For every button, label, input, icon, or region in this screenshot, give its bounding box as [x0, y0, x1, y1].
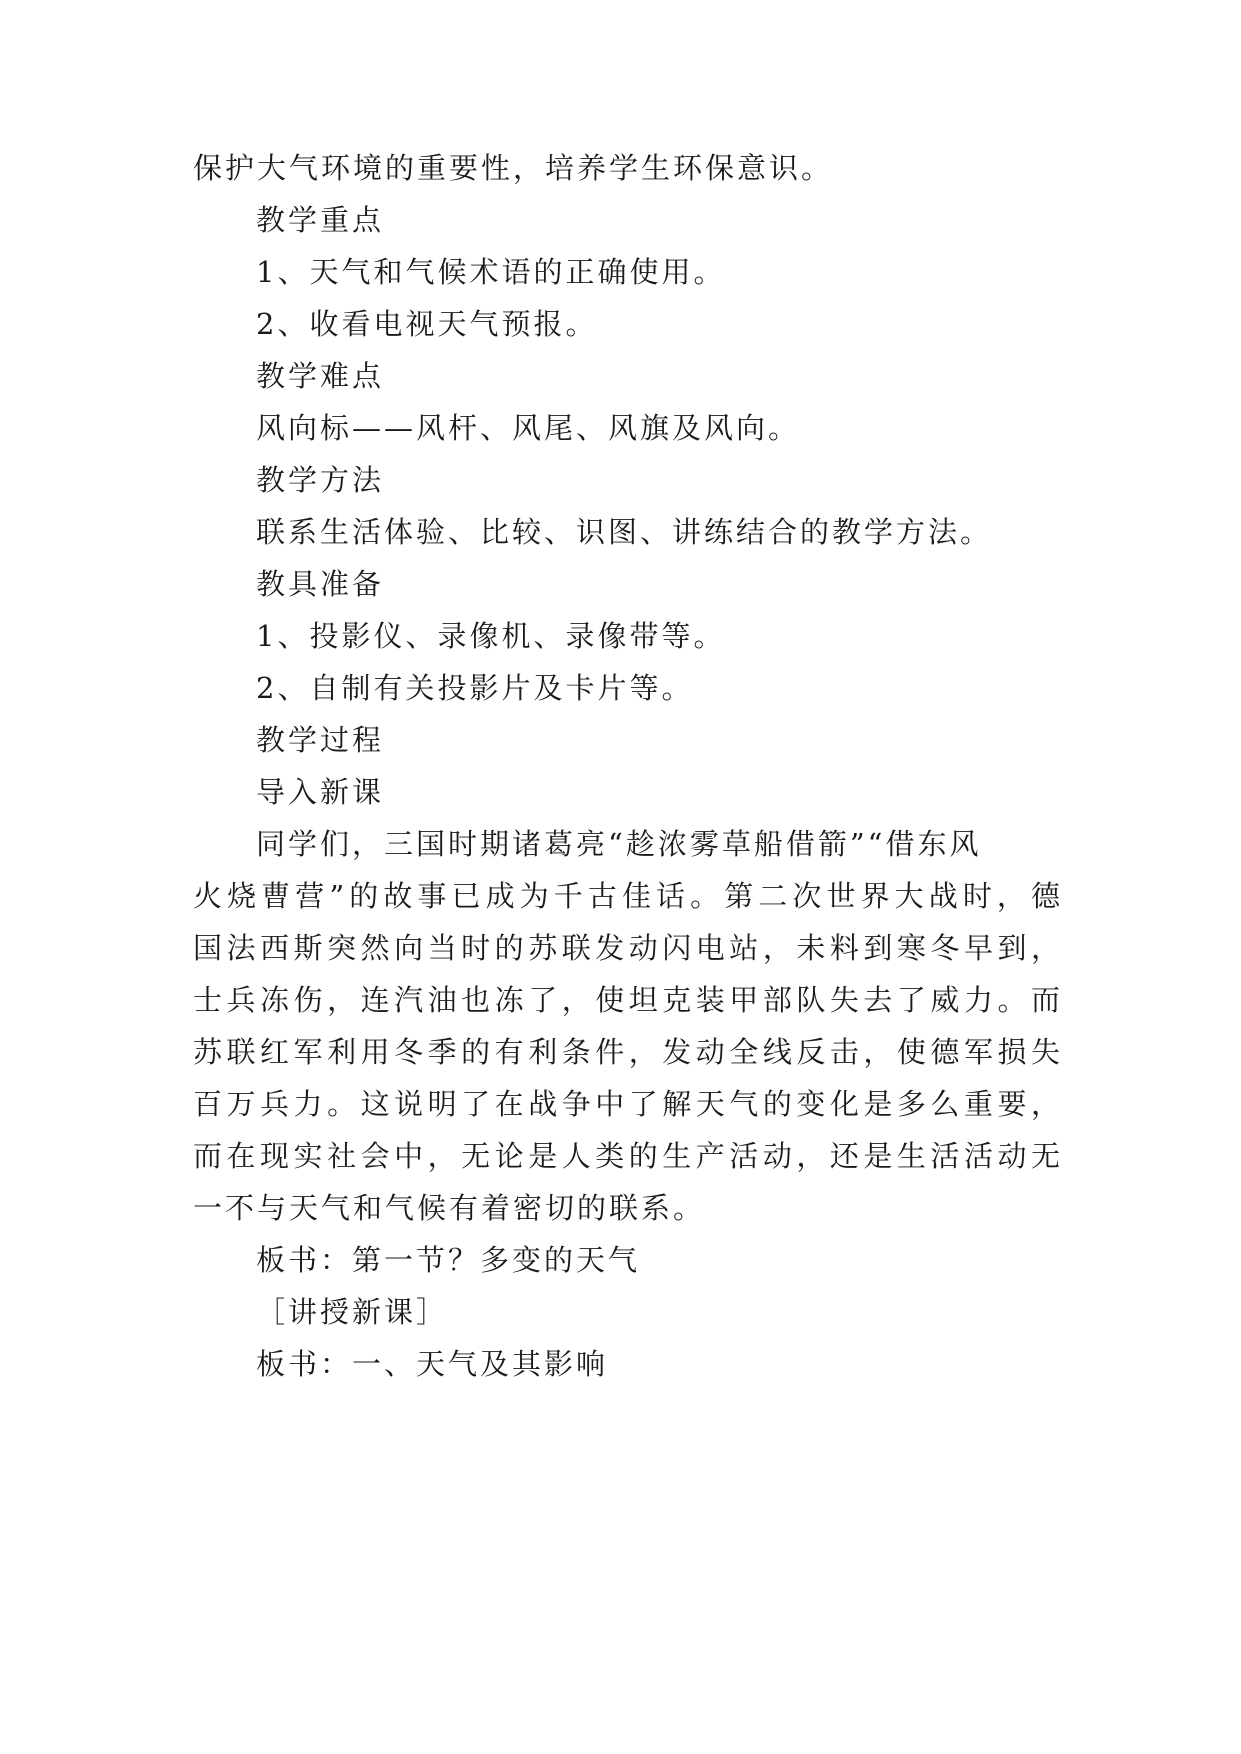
paragraph-line: 士兵冻伤，连汽油也冻了，使坦克装甲部队失去了威力。而	[193, 983, 1063, 1017]
paragraph-line: 苏联红军利用冬季的有利条件，发动全线反击，使德军损失	[193, 1035, 1063, 1069]
board-writing-section: 板书：一、天气及其影响	[256, 1347, 609, 1381]
tool-item: 2、自制有关投影片及卡片等。	[256, 671, 694, 705]
key-point-item: 1、天气和气候术语的正确使用。	[256, 255, 726, 289]
process-heading: 教学过程	[256, 723, 385, 757]
paragraph-line: 一不与天气和气候有着密切的联系。	[193, 1191, 706, 1225]
methods-text: 联系生活体验、比较、识图、讲练结合的教学方法。	[256, 515, 993, 549]
paragraph-line: 同学们，三国时期诸葛亮“趁浓雾草船借箭”“借东风	[256, 827, 982, 861]
new-lesson-marker: ［讲授新课］	[256, 1295, 449, 1329]
paragraph-line: 国法西斯突然向当时的苏联发动闪电站，未料到寒冬早到，	[193, 931, 1063, 965]
difficulties-heading: 教学难点	[256, 359, 385, 393]
paragraph-line: 而在现实社会中，无论是人类的生产活动，还是生活活动无	[193, 1139, 1063, 1173]
paragraph-line: 火烧曹营”的故事已成为千古佳话。第二次世界大战时，德	[193, 879, 1063, 913]
tools-heading: 教具准备	[256, 567, 385, 601]
board-writing-title: 板书：第一节？多变的天气	[256, 1243, 641, 1277]
process-subheading: 导入新课	[256, 775, 385, 809]
key-point-item: 2、收看电视天气预报。	[256, 307, 598, 341]
key-points-heading: 教学重点	[256, 203, 385, 237]
tool-item: 1、投影仪、录像机、录像带等。	[256, 619, 726, 653]
intro-tail-text: 保护大气环境的重要性，培养学生环保意识。	[193, 151, 834, 185]
difficulties-text: 风向标——风杆、风尾、风旗及风向。	[256, 411, 801, 445]
paragraph-line: 百万兵力。这说明了在战争中了解天气的变化是多么重要，	[193, 1087, 1063, 1121]
methods-heading: 教学方法	[256, 463, 385, 497]
